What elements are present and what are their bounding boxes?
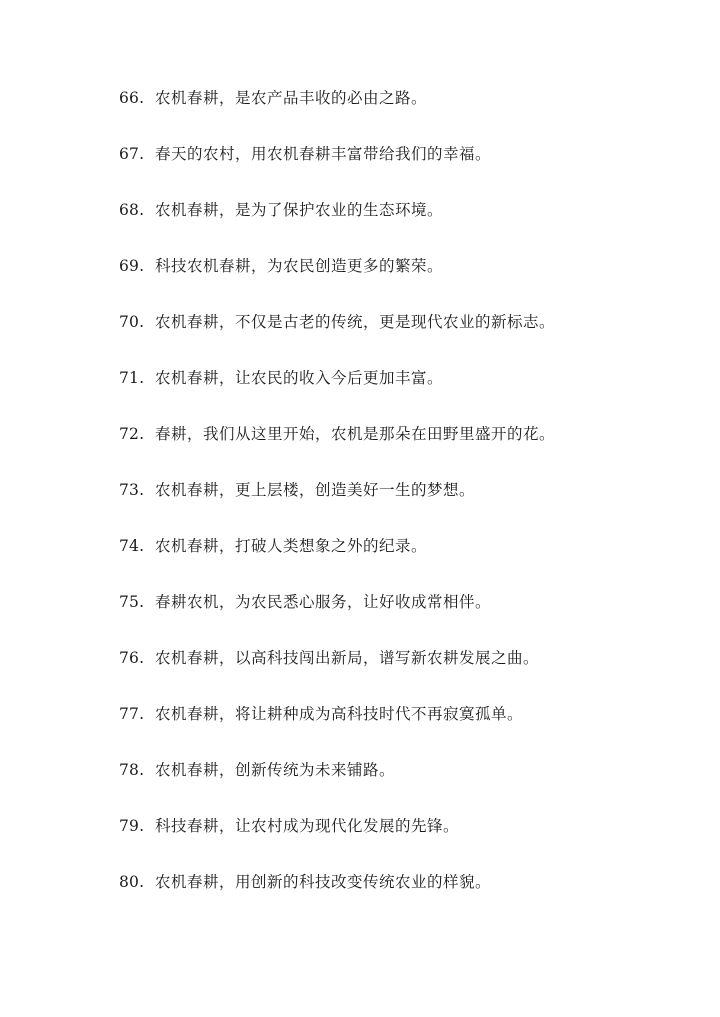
item-text: 农机春耕，打破人类想象之外的纪录。	[155, 537, 428, 555]
item-number: 73.	[119, 481, 145, 499]
item-number: 66.	[119, 89, 145, 107]
list-item	[119, 590, 555, 646]
item-text: 农机春耕，是农产品丰收的必由之路。	[155, 89, 428, 107]
item-text: 农机春耕，更上层楼，创造美好一生的梦想。	[155, 481, 476, 499]
item-text: 春天的农村，用农机春耕丰富带给我们的幸福。	[155, 145, 492, 163]
item-text: 农机春耕，让农民的收入今后更加丰富。	[155, 369, 444, 387]
list-item	[119, 142, 555, 198]
list-item	[119, 870, 555, 926]
list-item	[119, 198, 555, 254]
list-item	[119, 254, 555, 310]
list-item	[119, 758, 555, 814]
item-number: 68.	[119, 201, 145, 219]
item-text: 科技春耕，让农村成为现代化发展的先锋。	[155, 817, 460, 835]
item-number: 79.	[119, 817, 145, 835]
list-item	[119, 86, 555, 142]
item-text: 农机春耕，是为了保护农业的生态环境。	[155, 201, 444, 219]
item-text: 农机春耕，以高科技闯出新局，谱写新农耕发展之曲。	[155, 649, 540, 667]
list-item	[119, 478, 555, 534]
item-number: 69.	[119, 257, 145, 275]
item-text: 农机春耕，用创新的科技改变传统农业的样貌。	[155, 873, 492, 891]
list-item	[119, 422, 555, 478]
list-item	[119, 366, 555, 422]
list-item	[119, 310, 555, 366]
item-number: 77.	[119, 705, 145, 723]
item-number: 72.	[119, 425, 145, 443]
list-item	[119, 814, 555, 870]
item-number: 71.	[119, 369, 145, 387]
item-number: 75.	[119, 593, 145, 611]
item-number: 78.	[119, 761, 145, 779]
item-text: 农机春耕，不仅是古老的传统，更是现代农业的新标志。	[155, 313, 556, 331]
item-text: 春耕，我们从这里开始，农机是那朵在田野里盛开的花。	[155, 425, 556, 443]
item-text: 农机春耕，将让耕种成为高科技时代不再寂寞孤单。	[155, 705, 524, 723]
item-number: 74.	[119, 537, 145, 555]
item-number: 70.	[119, 313, 145, 331]
item-number: 80.	[119, 873, 145, 891]
item-number: 67.	[119, 145, 145, 163]
item-number: 76.	[119, 649, 145, 667]
list-item	[119, 534, 555, 590]
item-text: 春耕农机，为农民悉心服务，让好收成常相伴。	[155, 593, 492, 611]
slogan-list	[119, 86, 555, 926]
item-text: 农机春耕，创新传统为未来铺路。	[155, 761, 396, 779]
item-text: 科技农机春耕，为农民创造更多的繁荣。	[155, 257, 444, 275]
list-item	[119, 646, 555, 702]
list-item	[119, 702, 555, 758]
